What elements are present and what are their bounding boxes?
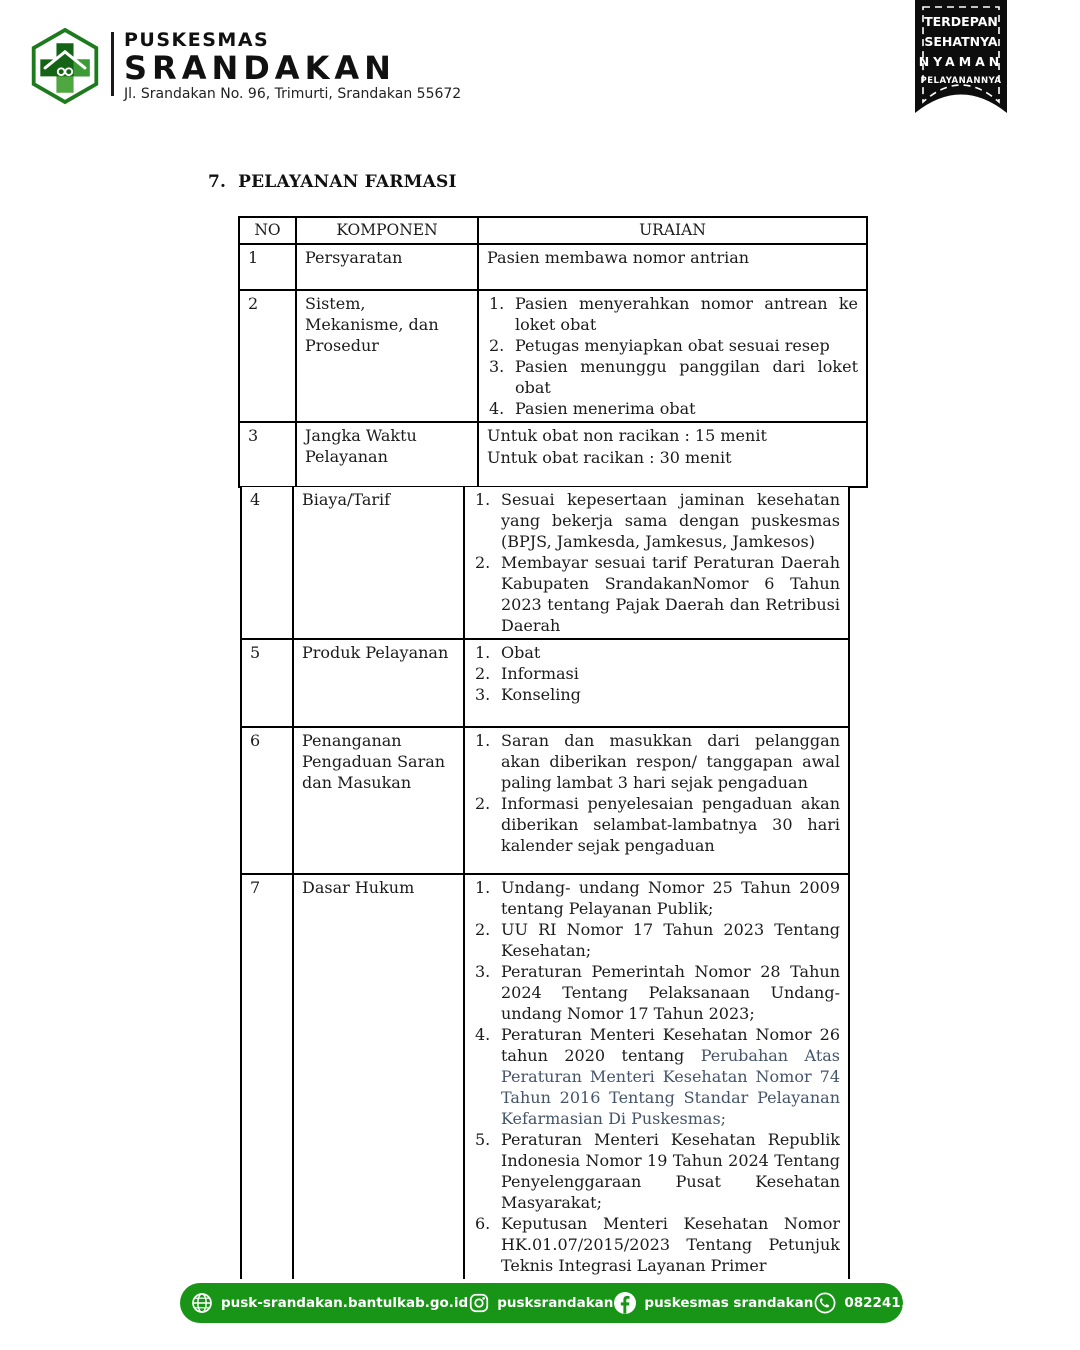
table-row [242, 487, 848, 640]
komponen-cell: Dasar Hukum [294, 875, 465, 1279]
list-item-number: 3. [475, 685, 491, 704]
puskesmas-logo-icon [28, 26, 102, 106]
list-item-number: 5. [475, 1130, 491, 1149]
uraian-cell [465, 875, 848, 1279]
brand-divider [111, 32, 114, 96]
list-item-number: 4. [475, 1025, 491, 1044]
uraian-list-item [473, 961, 840, 1024]
uraian-list-item [487, 335, 858, 356]
uraian-list-item [487, 356, 858, 398]
list-item-text: Saran dan masukkan dari pelanggan akan diberikan respon/ tanggapan awal paling lambat 3 hari sejak pengaduan [501, 731, 840, 792]
footer-item-label: 082241110735 [844, 1295, 958, 1311]
uraian-list-item [473, 552, 840, 636]
table-row [240, 245, 866, 291]
list-item-number: 1. [475, 643, 491, 662]
footer-item-label: pusksrandakan [497, 1295, 614, 1311]
list-item-number: 3. [475, 962, 491, 981]
row-number-cell: 1 [240, 245, 297, 289]
table-header-row [240, 218, 866, 245]
table-row [242, 728, 848, 875]
header-komponen: KOMPONEN [297, 218, 479, 243]
komponen-cell: Jangka Waktu Pelayanan [297, 423, 479, 486]
header-brand [28, 26, 461, 106]
uraian-list-item [473, 793, 840, 856]
komponen-cell: Sistem, Mekanisme, dan Prosedur [297, 291, 479, 421]
row-number-cell: 2 [240, 291, 297, 421]
list-item-number: 4. [489, 399, 505, 418]
instagram-icon [468, 1292, 490, 1314]
section-title [208, 172, 457, 192]
uraian-cell [479, 291, 866, 421]
uraian-list-item [473, 489, 840, 552]
footer-item-label: puskesmas srandakan [644, 1295, 814, 1311]
section-number: 7. [208, 172, 227, 192]
list-item-number: 2. [475, 794, 491, 813]
row-number-cell: 4 [242, 487, 294, 638]
uraian-list-item [473, 1024, 840, 1129]
list-item-text: Sesuai kepesertaan jaminan kesehatan yang bekerja sama dengan puskesmas (BPJS, Jamkesda, Jamkesus, Jamkesos) [501, 490, 840, 551]
uraian-line: Pasien membawa nomor antrian [487, 248, 750, 267]
table-row [242, 640, 848, 728]
list-item-text: Petugas menyiapkan obat sesuai resep [515, 336, 830, 355]
list-item-text: Membayar sesuai tarif Peraturan Daerah Kabupaten SrandakanNomor 6 Tahun 2023 tentang Pajak Daerah dan Retribusi Daerah [501, 553, 840, 635]
uraian-list-item [487, 398, 858, 419]
list-item-text: Undang- undang Nomor 25 Tahun 2009 tentang Pelayanan Publik; [501, 878, 840, 918]
facebook-icon [613, 1291, 637, 1315]
list-item-number: 1. [475, 731, 491, 750]
list-item-text [501, 1024, 840, 1129]
uraian-cell [465, 487, 848, 638]
footer-item-label: pusk-srandakan.bantulkab.go.id [221, 1295, 469, 1311]
list-item-text: Peraturan Pemerintah Nomor 28 Tahun 2024 Tentang Pelaksanaan Undang-undang Nomor 17 Tahun 2023; [501, 962, 840, 1023]
komponen-cell: Biaya/Tarif [294, 487, 465, 638]
table-row [240, 423, 866, 486]
list-item-text: Pasien menerima obat [515, 399, 696, 418]
list-item-text: Konseling [501, 685, 581, 704]
globe-icon [190, 1291, 214, 1315]
uraian-cell [465, 640, 848, 726]
list-item-number: 1. [475, 878, 491, 897]
section-title-text: PELAYANAN FARMASI [238, 172, 457, 192]
badge-line: SEHATNYA [924, 34, 998, 49]
row-number-cell: 5 [242, 640, 294, 726]
uraian-list-item [473, 1213, 840, 1276]
list-item-text: Informasi [501, 664, 579, 683]
uraian-line: Untuk obat racikan : 30 menit [487, 448, 732, 467]
brand-address: Jl. Srandakan No. 96, Trimurti, Srandakan 55672 [124, 86, 462, 103]
uraian-cell [479, 423, 866, 486]
list-item-text: UU RI Nomor 17 Tahun 2023 Tentang Kesehatan; [501, 920, 840, 960]
komponen-cell: Produk Pelayanan [294, 640, 465, 726]
footer-item [613, 1291, 813, 1315]
table-row [242, 875, 848, 1279]
table-row [240, 291, 866, 423]
motto-badge [913, 0, 1009, 120]
row-number-cell: 6 [242, 728, 294, 873]
uraian-list-item [473, 730, 840, 793]
list-item-number: 2. [475, 664, 491, 683]
uraian-list-item [487, 293, 858, 335]
list-item-number: 2. [489, 336, 505, 355]
list-item-text: Pasien menunggu panggilan dari loket obat [515, 357, 858, 397]
badge-line: TERDEPAN [924, 14, 998, 29]
komponen-cell: Persyaratan [297, 245, 479, 289]
badge-line: PELAYANANNYA [920, 76, 1002, 86]
text-segment: Peraturan Menteri Kesehatan Nomor 26 tahun 2020 tentang [501, 1025, 840, 1065]
list-item-text: Pasien menyerahkan nomor antrean ke loket obat [515, 294, 858, 334]
list-item-text: Obat [501, 643, 541, 662]
list-item-text: Keputusan Menteri Kesehatan Nomor HK.01.07/2015/2023 Tentang Petunjuk Teknis Integrasi Layanan Primer [501, 1214, 840, 1275]
row-number-cell: 7 [242, 875, 294, 1279]
list-item-text: Informasi penyelesaian pengaduan akan diberikan selambat-lambatnya 30 hari kalender sejak pengaduan [501, 794, 840, 855]
list-item-number: 6. [475, 1214, 491, 1233]
uraian-list-item [473, 877, 840, 919]
komponen-cell: Penanganan Pengaduan Saran dan Masukan [294, 728, 465, 873]
uraian-list-item [473, 919, 840, 961]
footer-item [468, 1292, 613, 1314]
list-item-number: 1. [475, 490, 491, 509]
uraian-list-item [473, 684, 840, 705]
list-item-text: Peraturan Menteri Kesehatan Republik Indonesia Nomor 19 Tahun 2024 Tentang Penyelenggaraan Pusat Kesehatan Masyarakat; [501, 1130, 840, 1212]
uraian-list-item [473, 642, 840, 663]
uraian-cell [465, 728, 848, 873]
brand-name: SRANDAKAN [124, 48, 396, 87]
footer-item [190, 1291, 468, 1315]
service-table-part-1 [238, 216, 868, 488]
row-number-cell: 3 [240, 423, 297, 486]
footer-item [813, 1291, 957, 1315]
list-item-number: 2. [475, 920, 491, 939]
uraian-cell [479, 245, 866, 289]
brand-top-label: PUSKESMAS [124, 29, 270, 51]
header-uraian: URAIAN [639, 221, 706, 239]
uraian-list-item [473, 663, 840, 684]
list-item-number: 1. [489, 294, 505, 313]
list-item-number: 2. [475, 553, 491, 572]
list-item-number: 3. [489, 357, 505, 376]
uraian-line: Untuk obat non racikan : 15 menit [487, 426, 767, 445]
badge-line: NYAMAN [918, 54, 1004, 69]
accent-text-segment: Perubahan Atas Peraturan Menteri Kesehatan Nomor 74 Tahun 2016 Tentang Standar Pelayanan Kefarmasian Di Puskesmas; [501, 1046, 841, 1128]
footer-contact-bar [180, 1283, 958, 1323]
service-table-part-2 [240, 487, 850, 1279]
uraian-list-item [473, 1129, 840, 1213]
header-no: NO [240, 218, 297, 243]
whatsapp-icon [813, 1291, 837, 1315]
